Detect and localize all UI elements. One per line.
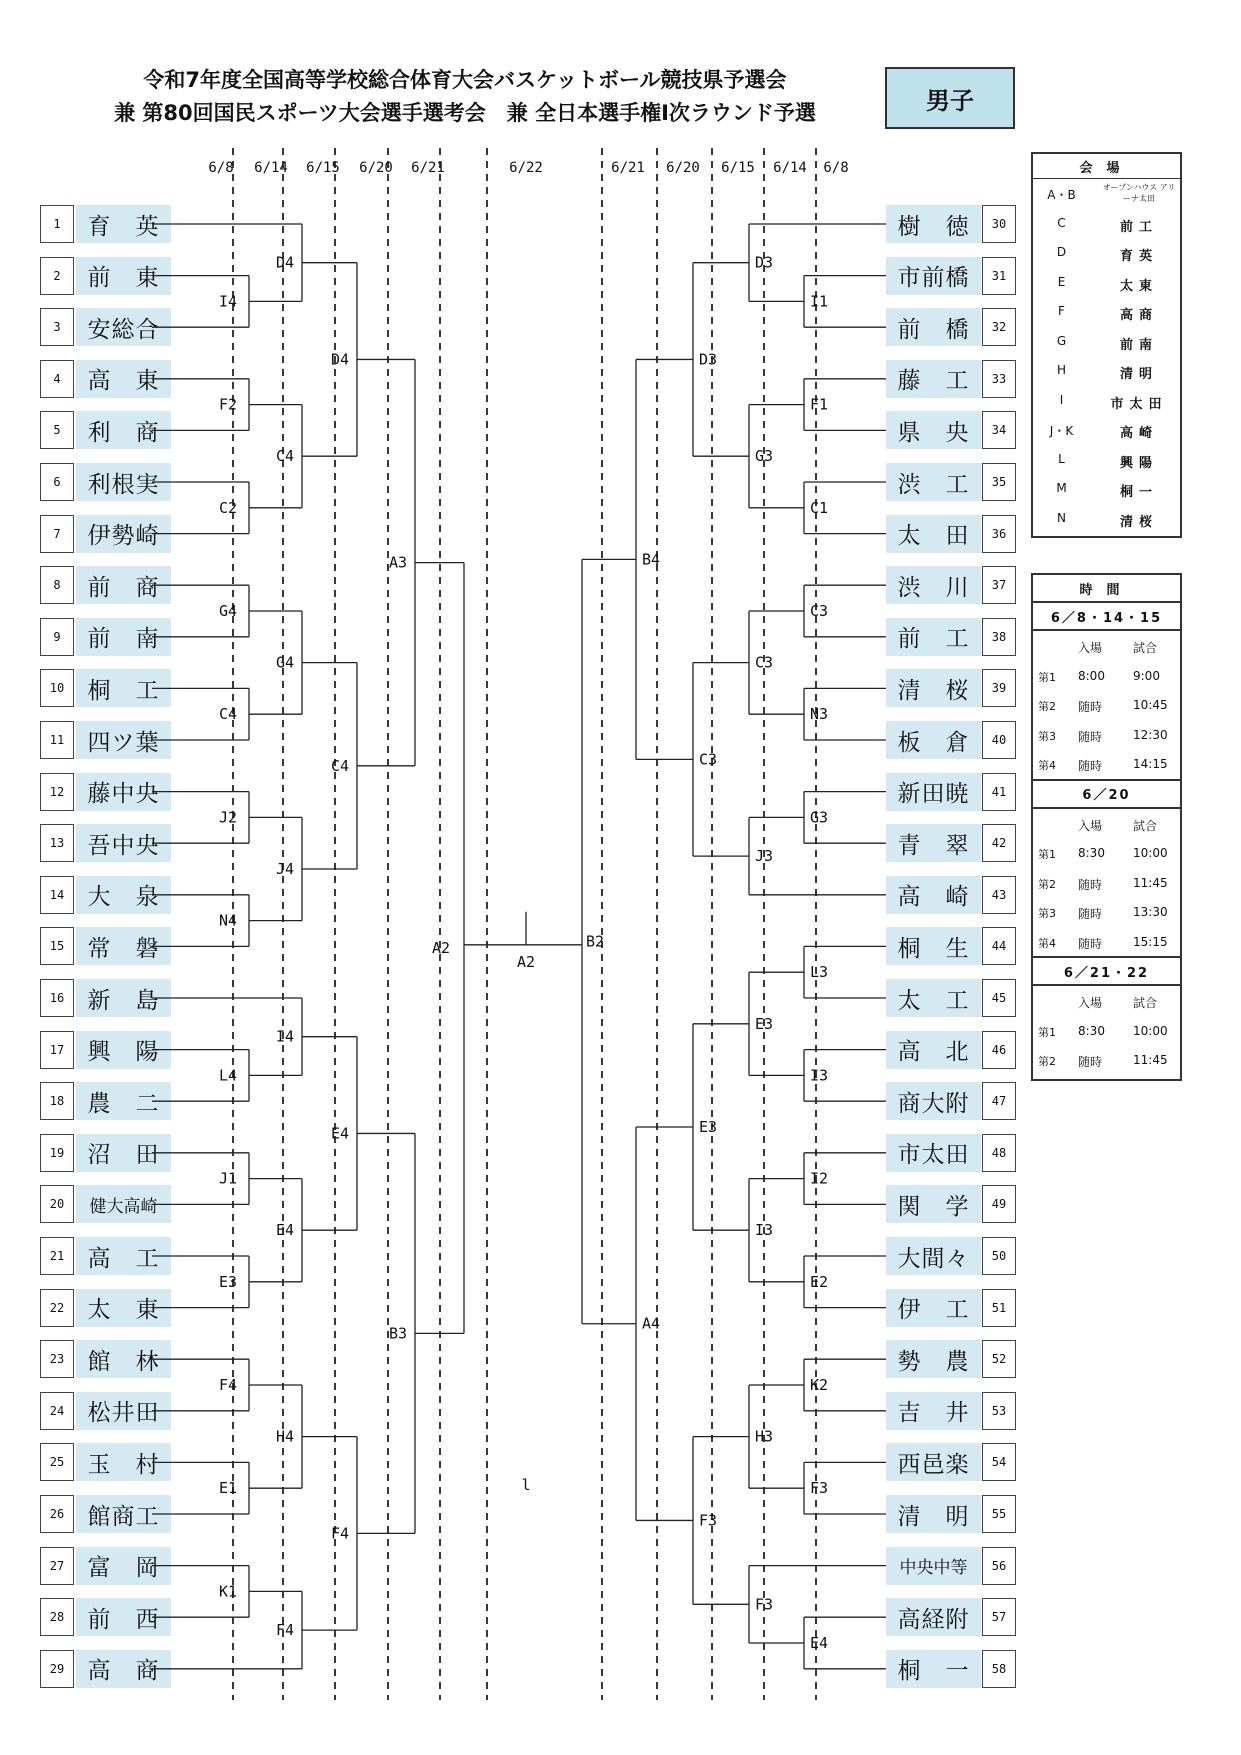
- match-label: K1: [219, 1582, 238, 1601]
- date-label: 6/20: [666, 160, 700, 176]
- venue-row: [1033, 209, 1180, 239]
- team-name: 西邑楽: [886, 1443, 981, 1481]
- entry-time: 随時: [1078, 759, 1103, 773]
- team-name: 高経附: [886, 1598, 981, 1636]
- slot-label: 第4: [1038, 936, 1056, 950]
- venue-code: F: [1058, 304, 1065, 318]
- team-number: 40: [982, 721, 1016, 759]
- match-label: D4: [331, 350, 350, 369]
- team-name: 桐 工: [76, 669, 171, 707]
- team-number: 8: [40, 566, 74, 604]
- venue-place: 育英: [1119, 249, 1158, 264]
- team-number: 26: [40, 1495, 74, 1533]
- start-time: 9:00: [1133, 668, 1160, 683]
- team-name: 吾中央: [76, 824, 171, 862]
- match-label: F4: [276, 1621, 295, 1640]
- entry-time: 随時: [1078, 936, 1103, 951]
- team-name: 沼 田: [76, 1134, 171, 1172]
- match-label: L4: [219, 1066, 238, 1085]
- schedule-row: [1033, 1045, 1180, 1075]
- schedule-row: [1033, 838, 1180, 868]
- team-name: 新田暁: [886, 773, 981, 811]
- team-name: 四ツ葉: [76, 721, 171, 759]
- venue-row: [1033, 297, 1180, 327]
- venue-table-title: 会場: [1033, 154, 1180, 179]
- match-label: E3: [755, 1014, 774, 1033]
- venue-row: [1033, 356, 1180, 386]
- team-number: 28: [40, 1598, 74, 1636]
- slot-label: 第2: [1038, 877, 1056, 891]
- team-number: 6: [40, 463, 74, 501]
- venue-row: [1033, 415, 1180, 445]
- match-label: F4: [219, 1376, 238, 1394]
- team-name: 太 東: [76, 1289, 171, 1327]
- schedule-block: [1033, 986, 1180, 1075]
- schedule-row: [1033, 897, 1180, 927]
- match-label: H3: [755, 1427, 774, 1446]
- team-number: 23: [40, 1340, 74, 1378]
- team-name: 勢 農: [886, 1340, 981, 1378]
- entry-time: 随時: [1078, 729, 1103, 744]
- venue-place: 太東: [1119, 278, 1158, 294]
- match-label: I3: [810, 1066, 829, 1085]
- match-label: D4: [276, 253, 295, 272]
- team-number: 15: [40, 927, 74, 965]
- venue-code: C: [1057, 215, 1066, 230]
- venue-code: A・B: [1047, 188, 1076, 202]
- schedule-table-title: 時間: [1033, 575, 1180, 603]
- schedule-header-row: [1033, 809, 1180, 839]
- team-name: 利根実: [76, 463, 171, 501]
- gender-badge: 男子: [885, 67, 1015, 129]
- match-label: B4: [642, 550, 661, 569]
- team-name: 館商工: [76, 1495, 171, 1533]
- match-label: C1: [810, 498, 829, 517]
- schedule-row: [1033, 749, 1180, 779]
- entry-time: 8:30: [1078, 1023, 1105, 1038]
- team-name: 安総合: [76, 308, 171, 346]
- team-number: 3: [40, 308, 74, 346]
- match-label: J2: [219, 808, 238, 827]
- slot-label: 第1: [1038, 848, 1056, 861]
- team-name: 渋 川: [886, 566, 981, 604]
- team-number: 48: [982, 1134, 1016, 1172]
- match-label: A2: [516, 952, 536, 971]
- match-label: A4: [642, 1314, 661, 1333]
- entry-time: 随時: [1078, 1055, 1103, 1069]
- team-name: 清 明: [886, 1495, 981, 1533]
- venue-code: J・K: [1049, 424, 1074, 438]
- start-time: 12:30: [1133, 727, 1168, 742]
- match-label: C3: [755, 653, 774, 672]
- team-name: 伊勢崎: [76, 515, 171, 553]
- team-name: 清 桜: [886, 669, 981, 707]
- venue-code: N: [1057, 510, 1066, 525]
- match-label: E1: [219, 1479, 238, 1498]
- team-number: 30: [982, 205, 1016, 243]
- team-name: 高 東: [76, 360, 171, 398]
- team-name: 健大高崎: [76, 1185, 171, 1223]
- schedule-row: [1033, 927, 1180, 957]
- team-number: 9: [40, 618, 74, 656]
- schedule-block: [1033, 809, 1180, 959]
- match-label: D3: [699, 350, 718, 369]
- team-name: 富 岡: [76, 1547, 171, 1585]
- match-label: K2: [810, 1376, 829, 1394]
- team-number: 45: [982, 979, 1016, 1017]
- team-number: 18: [40, 1082, 74, 1120]
- team-name: 館 林: [76, 1340, 171, 1378]
- team-name: 市前橋: [886, 257, 981, 295]
- start-header: 試合: [1133, 641, 1158, 655]
- match-label: F2: [219, 395, 238, 414]
- venue-row: [1033, 445, 1180, 475]
- entry-time: 随時: [1078, 700, 1103, 714]
- team-name: 松井田: [76, 1392, 171, 1430]
- start-time: 11:45: [1133, 1053, 1168, 1067]
- team-name: 商大附: [886, 1082, 981, 1120]
- start-header: 試合: [1133, 818, 1158, 833]
- start-time: 15:15: [1133, 934, 1168, 949]
- schedule-block: [1033, 631, 1180, 781]
- team-name: 桐 生: [886, 927, 981, 965]
- date-label: 6/8: [208, 160, 234, 176]
- start-time: 10:00: [1133, 1023, 1168, 1038]
- team-number: 47: [982, 1082, 1016, 1120]
- team-number: 29: [40, 1650, 74, 1688]
- team-name: 板 倉: [886, 721, 981, 759]
- entry-header: 入場: [1078, 818, 1103, 833]
- match-label: I3: [755, 1221, 774, 1240]
- schedule-row: [1033, 1016, 1180, 1046]
- slot-label: 第3: [1038, 907, 1056, 920]
- team-name: 太 工: [886, 979, 981, 1017]
- match-label: F3: [755, 1595, 774, 1614]
- match-label: N3: [810, 705, 829, 724]
- schedule-date: 6／20: [1033, 781, 1180, 809]
- team-number: 41: [982, 773, 1016, 811]
- team-name: 中央中等: [886, 1547, 981, 1585]
- date-label: 6/14: [254, 160, 288, 176]
- team-number: 22: [40, 1289, 74, 1327]
- match-label: C4: [219, 705, 238, 724]
- team-name: 前 東: [76, 257, 171, 295]
- venue-place: 清明: [1119, 367, 1158, 382]
- start-time: 10:45: [1133, 698, 1168, 712]
- match-label: l: [521, 1476, 531, 1494]
- schedule-row: [1033, 661, 1180, 691]
- team-number: 34: [982, 411, 1016, 449]
- team-name: 太 田: [886, 515, 981, 553]
- schedule-row: [1033, 690, 1180, 720]
- team-number: 58: [982, 1650, 1016, 1688]
- entry-header: 入場: [1078, 641, 1103, 655]
- match-label: G3: [755, 447, 774, 466]
- entry-header: 入場: [1078, 996, 1103, 1010]
- start-time: 11:45: [1133, 875, 1168, 890]
- venue-place: 市太田: [1110, 396, 1168, 412]
- match-label: F4: [331, 1524, 350, 1543]
- venue-place: 興陽: [1119, 455, 1158, 471]
- match-label: H4: [276, 1427, 295, 1446]
- date-label: 6/15: [306, 160, 340, 176]
- team-name: 県 央: [886, 411, 981, 449]
- team-number: 14: [40, 876, 74, 914]
- venue-row: [1033, 238, 1180, 268]
- date-label: 6/8: [823, 160, 849, 176]
- match-label: B2: [586, 932, 605, 951]
- team-number: 31: [982, 257, 1016, 295]
- venue-code: M: [1056, 481, 1067, 495]
- match-label: F3: [810, 1479, 829, 1498]
- team-number: 12: [40, 773, 74, 811]
- team-number: 38: [982, 618, 1016, 656]
- team-name: 市太田: [886, 1134, 981, 1172]
- venue-row: [1033, 386, 1180, 416]
- team-number: 32: [982, 308, 1016, 346]
- team-name: 伊 工: [886, 1289, 981, 1327]
- team-number: 44: [982, 927, 1016, 965]
- venue-place: 前南: [1119, 337, 1158, 353]
- venue-code: E: [1057, 274, 1066, 289]
- team-name: 高 北: [886, 1031, 981, 1069]
- team-number: 20: [40, 1185, 74, 1223]
- schedule-header-row: [1033, 986, 1180, 1016]
- team-number: 43: [982, 876, 1016, 914]
- date-label: 6/21: [411, 160, 445, 176]
- venue-place: 高商: [1119, 308, 1158, 323]
- venue-row: [1033, 504, 1180, 534]
- title-line-1: 令和7年度全国高等学校総合体育大会バスケットボール競技県予選会: [143, 68, 787, 92]
- team-number: 39: [982, 669, 1016, 707]
- start-time: 14:15: [1133, 757, 1168, 771]
- slot-label: 第2: [1038, 1055, 1056, 1068]
- team-name: 大 泉: [76, 876, 171, 914]
- team-number: 35: [982, 463, 1016, 501]
- venue-code: G: [1056, 333, 1067, 348]
- team-number: 17: [40, 1031, 74, 1069]
- match-label: F3: [699, 1511, 718, 1530]
- match-label: A3: [389, 553, 408, 572]
- match-label: C4: [331, 756, 350, 775]
- team-number: 36: [982, 515, 1016, 553]
- start-time: 10:00: [1133, 846, 1168, 860]
- slot-label: 第4: [1038, 759, 1056, 772]
- slot-label: 第2: [1038, 700, 1056, 713]
- slot-label: 第1: [1038, 1025, 1056, 1039]
- schedule-header-row: [1033, 631, 1180, 661]
- match-label: L3: [810, 963, 829, 982]
- schedule-table: [1031, 573, 1182, 1081]
- venue-place: 高崎: [1119, 426, 1158, 441]
- venue-place: 前工: [1119, 219, 1158, 235]
- entry-time: 随時: [1078, 877, 1103, 892]
- match-label: E3: [219, 1272, 238, 1291]
- date-label: 6/14: [773, 160, 807, 176]
- match-label: E3: [699, 1118, 718, 1136]
- team-name: 大間々: [886, 1237, 981, 1275]
- venue-row: [1033, 474, 1180, 504]
- venue-row: [1033, 179, 1180, 209]
- team-number: 21: [40, 1237, 74, 1275]
- team-number: 24: [40, 1392, 74, 1430]
- team-name: 新 島: [76, 979, 171, 1017]
- entry-time: 随時: [1078, 907, 1103, 921]
- match-label: E2: [810, 1272, 829, 1291]
- team-number: 16: [40, 979, 74, 1017]
- team-name: 関 学: [886, 1185, 981, 1223]
- team-name: 育 英: [76, 205, 171, 243]
- venue-place: オープンハウス アリーナ太田: [1102, 183, 1176, 203]
- team-name: 前 工: [886, 618, 981, 656]
- team-number: 57: [982, 1598, 1016, 1636]
- venue-code: H: [1056, 363, 1067, 377]
- match-label: D3: [755, 253, 774, 272]
- venue-code: L: [1058, 451, 1065, 466]
- team-name: 藤 工: [886, 360, 981, 398]
- venue-row: [1033, 327, 1180, 357]
- match-label: A2: [432, 939, 451, 958]
- schedule-row: [1033, 868, 1180, 898]
- team-name: 高 工: [76, 1237, 171, 1275]
- team-name: 利 商: [76, 411, 171, 449]
- team-name: 前 西: [76, 1598, 171, 1636]
- match-label: G4: [219, 602, 238, 620]
- team-number: 53: [982, 1392, 1016, 1430]
- team-name: 前 橋: [886, 308, 981, 346]
- team-name: 常 磐: [76, 927, 171, 965]
- match-label: C3: [810, 602, 829, 620]
- team-name: 藤中央: [76, 773, 171, 811]
- team-name: 農 二: [76, 1082, 171, 1120]
- match-label: E4: [331, 1124, 350, 1143]
- team-number: 54: [982, 1443, 1016, 1481]
- entry-time: 8:30: [1078, 846, 1105, 860]
- match-label: I4: [219, 292, 238, 311]
- start-header: 試合: [1133, 996, 1158, 1010]
- team-number: 19: [40, 1134, 74, 1172]
- match-label: G3: [810, 808, 829, 827]
- team-number: 52: [982, 1340, 1016, 1378]
- match-label: I4: [276, 1027, 295, 1046]
- venue-row: [1033, 268, 1180, 298]
- match-label: J1: [219, 1169, 238, 1188]
- match-label: E4: [810, 1634, 829, 1652]
- team-number: 1: [40, 205, 74, 243]
- match-label: F1: [810, 395, 829, 414]
- team-name: 吉 井: [886, 1392, 981, 1430]
- match-label: J3: [755, 847, 774, 866]
- team-name: 渋 工: [886, 463, 981, 501]
- team-number: 7: [40, 515, 74, 553]
- team-number: 25: [40, 1443, 74, 1481]
- team-name: 高 崎: [886, 876, 981, 914]
- team-name: 青 翠: [886, 824, 981, 862]
- date-label: 6/20: [359, 160, 393, 176]
- team-number: 5: [40, 411, 74, 449]
- slot-label: 第3: [1038, 729, 1056, 743]
- match-label: C4: [276, 447, 295, 466]
- team-number: 10: [40, 669, 74, 707]
- team-name: 前 商: [76, 566, 171, 604]
- team-number: 11: [40, 721, 74, 759]
- team-number: 49: [982, 1185, 1016, 1223]
- match-label: N4: [219, 911, 238, 930]
- team-number: 33: [982, 360, 1016, 398]
- team-number: 55: [982, 1495, 1016, 1533]
- match-label: I1: [810, 292, 829, 311]
- team-number: 42: [982, 824, 1016, 862]
- date-label: 6/15: [721, 160, 755, 176]
- entry-time: 8:00: [1078, 668, 1105, 683]
- team-number: 51: [982, 1289, 1016, 1327]
- title-line-2: 兼 第80回国民スポーツ大会選手選考会 兼 全日本選手権Ⅰ次ラウンド予選: [114, 101, 816, 125]
- team-number: 27: [40, 1547, 74, 1585]
- venue-place: 清桜: [1119, 514, 1158, 530]
- venue-table: [1031, 152, 1182, 538]
- team-number: 13: [40, 824, 74, 862]
- team-number: 46: [982, 1031, 1016, 1069]
- venue-place: 桐一: [1119, 485, 1158, 500]
- team-name: 樹 徳: [886, 205, 981, 243]
- match-label: I2: [810, 1169, 829, 1188]
- start-time: 13:30: [1133, 905, 1168, 919]
- schedule-date: 6／8・14・15: [1033, 603, 1180, 631]
- match-label: E4: [276, 1221, 295, 1240]
- team-number: 56: [982, 1547, 1016, 1585]
- team-number: 2: [40, 257, 74, 295]
- match-label: C3: [699, 750, 718, 769]
- date-label: 6/21: [611, 160, 645, 176]
- team-name: 桐 一: [886, 1650, 981, 1688]
- team-number: 37: [982, 566, 1016, 604]
- team-number: 50: [982, 1237, 1016, 1275]
- date-label: 6/22: [509, 160, 543, 176]
- schedule-row: [1033, 720, 1180, 750]
- schedule-date: 6／21・22: [1033, 958, 1180, 986]
- team-name: 興 陽: [76, 1031, 171, 1069]
- match-label: B3: [389, 1324, 408, 1343]
- slot-label: 第1: [1038, 670, 1056, 684]
- team-name: 前 南: [76, 618, 171, 656]
- match-label: J4: [276, 860, 295, 878]
- venue-code: I: [1059, 392, 1064, 407]
- team-number: 4: [40, 360, 74, 398]
- team-name: 高 商: [76, 1650, 171, 1688]
- team-name: 玉 村: [76, 1443, 171, 1481]
- match-label: C2: [219, 498, 238, 517]
- venue-code: D: [1056, 245, 1067, 259]
- match-label: G4: [276, 653, 295, 672]
